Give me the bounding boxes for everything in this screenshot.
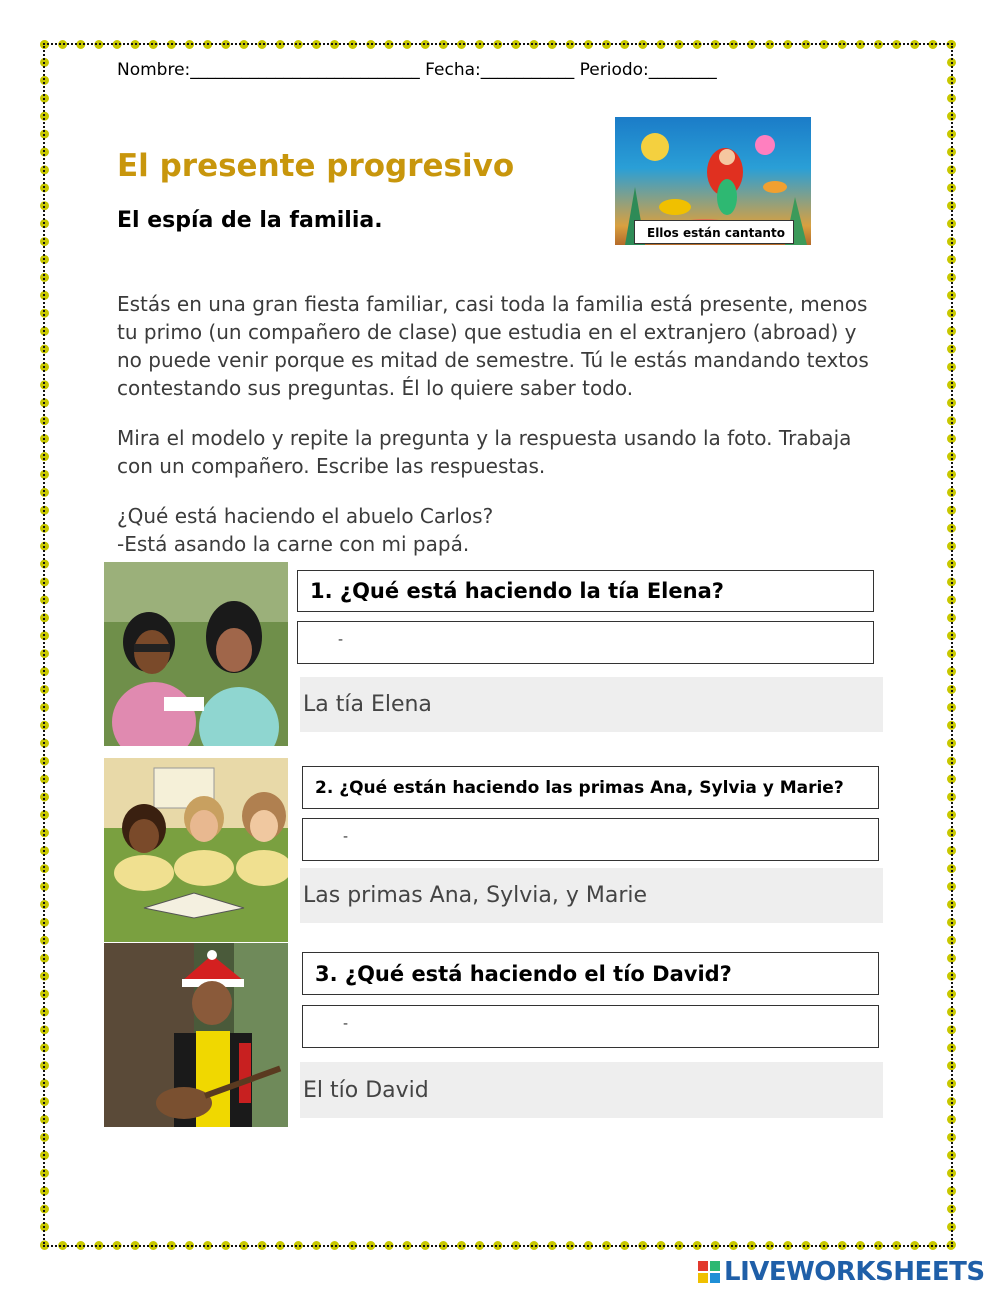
- intro-paragraph: Estás en una gran fiesta familiar, casi toda la familia está presente, menos tu primo (un compañero de clase) que estudia en el extranjero (abroad) y no puede venir porque es mitad de semestre. Tú le estás mandando textos contestando sus preguntas. Él lo quiere saber todo.: [117, 292, 869, 400]
- question-3: 3. ¿Qué está haciendo el tío David?: [302, 952, 879, 995]
- page-subtitle: El espía de la familia.: [117, 208, 383, 233]
- subject-2-input[interactable]: Las primas Ana, Sylvia, y Marie: [300, 868, 883, 923]
- girls-reading-photo: [104, 758, 288, 942]
- name-date-period-line: Nombre:___________________________ Fecha:___________ Periodo:________: [117, 60, 717, 80]
- instructions-paragraph: Mira el modelo y repite la pregunta y la respuesta usando la foto. Trabaja con un compañero. Escribe las respuestas.: [117, 426, 852, 478]
- question-1: 1. ¿Qué está haciendo la tía Elena?: [297, 570, 874, 612]
- image-caption: Ellos están cantanto: [634, 220, 794, 244]
- photo-tio-david: [104, 943, 288, 1127]
- brand-name: LIVEWORKSHEETS: [724, 1257, 985, 1287]
- man-with-guitar-photo: [104, 943, 288, 1127]
- model-question: ¿Qué está haciendo el abuelo Carlos?: [117, 504, 494, 528]
- model-answer: -Está asando la carne con mi papá.: [117, 532, 470, 556]
- answer-1-input[interactable]: -: [297, 621, 874, 664]
- photo-tia-elena: [104, 562, 288, 746]
- subject-3-input[interactable]: El tío David: [300, 1062, 883, 1118]
- answer-3-input[interactable]: -: [302, 1005, 879, 1048]
- answer-2-input[interactable]: -: [302, 818, 879, 861]
- two-women-photo: [104, 562, 288, 746]
- subject-1-input[interactable]: La tía Elena: [300, 677, 883, 732]
- page-title: El presente progresivo: [117, 148, 515, 184]
- photo-primas: [104, 758, 288, 942]
- logo-squares-icon: [698, 1261, 720, 1283]
- liveworksheets-logo: [698, 1258, 985, 1286]
- question-2: 2. ¿Qué están haciendo las primas Ana, Sylvia y Marie?: [302, 766, 879, 809]
